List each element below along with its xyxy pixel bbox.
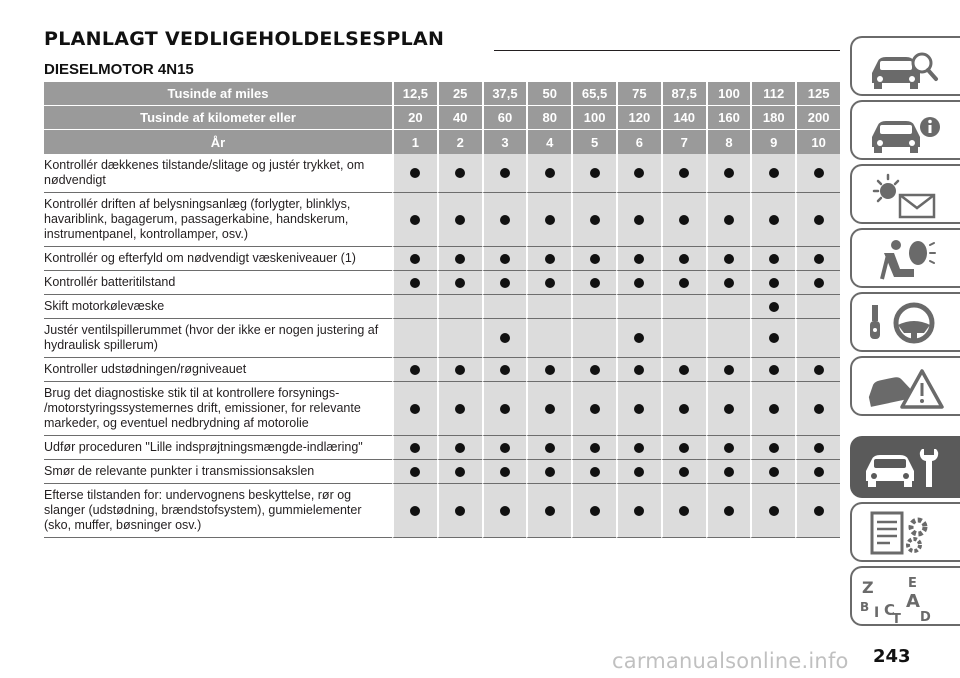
scheduled-dot-icon xyxy=(679,365,689,375)
scheduled-dot-icon xyxy=(545,168,555,178)
scheduled-dot-icon xyxy=(634,467,644,477)
interval-cell xyxy=(392,484,437,538)
scheduled-dot-icon xyxy=(500,443,510,453)
index-letter: T xyxy=(892,612,901,623)
interval-cell xyxy=(437,154,482,193)
scheduled-dot-icon xyxy=(769,365,779,375)
scheduled-dot-icon xyxy=(634,333,644,343)
scheduled-dot-icon xyxy=(590,254,600,264)
interval-cell xyxy=(616,358,661,382)
interval-cell xyxy=(661,319,706,358)
interval-cell xyxy=(392,358,437,382)
car-info-icon xyxy=(860,107,954,157)
scheduled-dot-icon xyxy=(590,278,600,288)
interval-cell xyxy=(392,382,437,436)
interval-cell xyxy=(616,271,661,295)
interval-cell xyxy=(571,436,616,460)
scheduled-dot-icon xyxy=(545,215,555,225)
scheduled-dot-icon xyxy=(634,506,644,516)
interval-cell xyxy=(616,484,661,538)
scheduled-dot-icon xyxy=(679,168,689,178)
table-row xyxy=(44,460,840,484)
interval-cell xyxy=(571,460,616,484)
interval-cell xyxy=(795,460,840,484)
interval-cell xyxy=(571,358,616,382)
interval-cell xyxy=(750,460,795,484)
tab-car-info[interactable] xyxy=(850,100,960,160)
interval-cell xyxy=(437,295,482,319)
interval-cell xyxy=(571,484,616,538)
interval-cell xyxy=(795,271,840,295)
scheduled-dot-icon xyxy=(545,254,555,264)
interval-cell xyxy=(482,247,527,271)
scheduled-dot-icon xyxy=(814,404,824,414)
scheduled-dot-icon xyxy=(634,254,644,264)
scheduled-dot-icon xyxy=(455,254,465,264)
interval-cell xyxy=(437,460,482,484)
table-row xyxy=(44,319,840,358)
interval-cell xyxy=(706,154,751,193)
maintenance-task-text: Kontrollér batteritilstand xyxy=(44,271,392,295)
header-interval-value: 75 xyxy=(616,82,661,106)
interval-cell xyxy=(750,436,795,460)
table-row xyxy=(44,154,840,193)
interval-cell xyxy=(616,193,661,247)
header-interval-value: 6 xyxy=(616,130,661,154)
interval-cell xyxy=(392,460,437,484)
scheduled-dot-icon xyxy=(500,254,510,264)
interval-cell xyxy=(661,193,706,247)
header-row-label: Tusinde af miles xyxy=(44,82,392,106)
interval-cell xyxy=(526,436,571,460)
interval-cell xyxy=(571,247,616,271)
header-row xyxy=(44,82,840,106)
scheduled-dot-icon xyxy=(679,467,689,477)
title-rule xyxy=(494,50,840,51)
tab-car-maintenance[interactable] xyxy=(850,436,960,498)
tab-alphabetical-index[interactable] xyxy=(850,566,960,626)
interval-cell xyxy=(571,382,616,436)
scheduled-dot-icon xyxy=(500,215,510,225)
alphabet-index-icon xyxy=(860,573,954,623)
scheduled-dot-icon xyxy=(769,443,779,453)
interval-cell xyxy=(661,247,706,271)
interval-cell xyxy=(750,358,795,382)
maintenance-schedule-table xyxy=(44,82,840,538)
tab-key-steering[interactable] xyxy=(850,292,960,352)
scheduled-dot-icon xyxy=(455,278,465,288)
scheduled-dot-icon xyxy=(410,443,420,453)
interval-cell xyxy=(661,484,706,538)
interval-cell xyxy=(750,247,795,271)
table-header xyxy=(44,82,840,154)
interval-cell xyxy=(661,460,706,484)
scheduled-dot-icon xyxy=(455,506,465,516)
interval-cell xyxy=(437,436,482,460)
interval-cell xyxy=(616,319,661,358)
scheduled-dot-icon xyxy=(724,365,734,375)
scheduled-dot-icon xyxy=(724,254,734,264)
scheduled-dot-icon xyxy=(769,254,779,264)
scheduled-dot-icon xyxy=(724,506,734,516)
index-letter: Z xyxy=(862,578,874,597)
header-interval-value: 160 xyxy=(706,106,751,130)
header-interval-value: 112 xyxy=(750,82,795,106)
header-interval-value: 50 xyxy=(526,82,571,106)
header-interval-value: 37,5 xyxy=(482,82,527,106)
interval-cell xyxy=(795,436,840,460)
interval-cell xyxy=(571,295,616,319)
interval-cell xyxy=(616,460,661,484)
header-row-label: År xyxy=(44,130,392,154)
scheduled-dot-icon xyxy=(814,254,824,264)
scheduled-dot-icon xyxy=(455,215,465,225)
key-steering-wheel-icon xyxy=(860,299,954,349)
scheduled-dot-icon xyxy=(590,404,600,414)
interval-cell xyxy=(616,382,661,436)
interval-cell xyxy=(706,382,751,436)
interval-cell xyxy=(750,295,795,319)
page-number: 243 xyxy=(873,646,911,667)
interval-cell xyxy=(706,460,751,484)
header-interval-value: 10 xyxy=(795,130,840,154)
scheduled-dot-icon xyxy=(500,506,510,516)
interval-cell xyxy=(482,382,527,436)
interval-cell xyxy=(392,436,437,460)
interval-cell xyxy=(437,271,482,295)
interval-cell xyxy=(526,382,571,436)
interval-cell xyxy=(526,247,571,271)
scheduled-dot-icon xyxy=(724,404,734,414)
interval-cell xyxy=(795,484,840,538)
header-interval-value: 8 xyxy=(706,130,751,154)
scheduled-dot-icon xyxy=(814,215,824,225)
interval-cell xyxy=(571,193,616,247)
scheduled-dot-icon xyxy=(679,278,689,288)
header-interval-value: 25 xyxy=(437,82,482,106)
scheduled-dot-icon xyxy=(500,278,510,288)
scheduled-dot-icon xyxy=(814,443,824,453)
header-interval-value: 5 xyxy=(571,130,616,154)
car-search-icon xyxy=(860,43,954,93)
scheduled-dot-icon xyxy=(679,215,689,225)
header-interval-value: 20 xyxy=(392,106,437,130)
maintenance-task-text: Smør de relevante punkter i transmissionsakslen xyxy=(44,460,392,484)
interval-cell xyxy=(750,484,795,538)
maintenance-task-text: Kontrollér driften af belysningsanlæg (forlygter, blinklys, havariblink, bagagerum, passagerkabine, handskerum, instrumentpanel, kontrollamper, osv.) xyxy=(44,193,392,247)
interval-cell xyxy=(661,271,706,295)
interval-cell xyxy=(706,436,751,460)
scheduled-dot-icon xyxy=(455,467,465,477)
scheduled-dot-icon xyxy=(455,168,465,178)
interval-cell xyxy=(392,295,437,319)
header-interval-value: 120 xyxy=(616,106,661,130)
scheduled-dot-icon xyxy=(455,365,465,375)
header-row xyxy=(44,130,840,154)
interval-cell xyxy=(392,271,437,295)
interval-cell xyxy=(392,247,437,271)
header-interval-value: 1 xyxy=(392,130,437,154)
interval-cell xyxy=(392,154,437,193)
header-interval-value: 87,5 xyxy=(661,82,706,106)
table-row xyxy=(44,193,840,247)
table-row xyxy=(44,484,840,538)
scheduled-dot-icon xyxy=(410,365,420,375)
interval-cell xyxy=(526,154,571,193)
interval-cell xyxy=(437,247,482,271)
scheduled-dot-icon xyxy=(724,467,734,477)
header-interval-value: 4 xyxy=(526,130,571,154)
interval-cell xyxy=(750,382,795,436)
index-letter: E xyxy=(908,576,917,591)
scheduled-dot-icon xyxy=(410,215,420,225)
scheduled-dot-icon xyxy=(545,443,555,453)
scheduled-dot-icon xyxy=(679,404,689,414)
maintenance-task-text: Kontrollér og efterfyld om nødvendigt væskeniveauer (1) xyxy=(44,247,392,271)
table-row xyxy=(44,247,840,271)
tab-car-warning[interactable] xyxy=(850,356,960,416)
table-row xyxy=(44,382,840,436)
scheduled-dot-icon xyxy=(634,215,644,225)
header-interval-value: 60 xyxy=(482,106,527,130)
interval-cell xyxy=(526,484,571,538)
scheduled-dot-icon xyxy=(679,443,689,453)
tab-seat-airbag[interactable] xyxy=(850,228,960,288)
scheduled-dot-icon xyxy=(410,278,420,288)
interval-cell xyxy=(795,193,840,247)
interval-cell xyxy=(526,193,571,247)
maintenance-task-text: Kontrollér dækkenes tilstande/slitage og justér trykket, om nødvendigt xyxy=(44,154,392,193)
scheduled-dot-icon xyxy=(814,365,824,375)
header-interval-value: 7 xyxy=(661,130,706,154)
index-letter: D xyxy=(920,610,931,623)
scheduled-dot-icon xyxy=(590,506,600,516)
header-interval-value: 125 xyxy=(795,82,840,106)
interval-cell xyxy=(750,193,795,247)
interval-cell xyxy=(706,484,751,538)
interval-cell xyxy=(750,271,795,295)
scheduled-dot-icon xyxy=(500,467,510,477)
interval-cell xyxy=(795,319,840,358)
interval-cell xyxy=(571,271,616,295)
interval-cell xyxy=(482,460,527,484)
scheduled-dot-icon xyxy=(410,254,420,264)
scheduled-dot-icon xyxy=(814,506,824,516)
scheduled-dot-icon xyxy=(590,443,600,453)
scheduled-dot-icon xyxy=(590,467,600,477)
interval-cell xyxy=(661,295,706,319)
table-row xyxy=(44,271,840,295)
scheduled-dot-icon xyxy=(814,168,824,178)
interval-cell xyxy=(706,247,751,271)
scheduled-dot-icon xyxy=(769,404,779,414)
interval-cell xyxy=(795,247,840,271)
table-body xyxy=(44,154,840,538)
interval-cell xyxy=(616,154,661,193)
scheduled-dot-icon xyxy=(814,278,824,288)
interval-cell xyxy=(437,382,482,436)
interval-cell xyxy=(526,319,571,358)
warning-light-message-icon xyxy=(860,171,954,221)
index-letter: A xyxy=(906,591,920,612)
interval-cell xyxy=(750,154,795,193)
scheduled-dot-icon xyxy=(769,333,779,343)
table-row xyxy=(44,436,840,460)
interval-cell xyxy=(750,319,795,358)
table-row xyxy=(44,295,840,319)
car-warning-triangle-icon xyxy=(860,363,954,413)
header-interval-value: 200 xyxy=(795,106,840,130)
scheduled-dot-icon xyxy=(634,443,644,453)
scheduled-dot-icon xyxy=(500,404,510,414)
header-interval-value: 40 xyxy=(437,106,482,130)
scheduled-dot-icon xyxy=(545,365,555,375)
scheduled-dot-icon xyxy=(410,506,420,516)
scheduled-dot-icon xyxy=(769,467,779,477)
interval-cell xyxy=(795,382,840,436)
scheduled-dot-icon xyxy=(634,365,644,375)
scheduled-dot-icon xyxy=(679,506,689,516)
scheduled-dot-icon xyxy=(634,168,644,178)
interval-cell xyxy=(482,154,527,193)
interval-cell xyxy=(795,295,840,319)
interval-cell xyxy=(482,358,527,382)
interval-cell xyxy=(437,319,482,358)
scheduled-dot-icon xyxy=(545,506,555,516)
interval-cell xyxy=(571,319,616,358)
table-row xyxy=(44,358,840,382)
header-interval-value: 65,5 xyxy=(571,82,616,106)
interval-cell xyxy=(706,319,751,358)
interval-cell xyxy=(482,484,527,538)
header-row-label: Tusinde af kilometer eller xyxy=(44,106,392,130)
interval-cell xyxy=(526,295,571,319)
header-interval-value: 2 xyxy=(437,130,482,154)
scheduled-dot-icon xyxy=(410,467,420,477)
maintenance-task-text: Efterse tilstanden for: undervognens beskyttelse, rør og slanger (udstødning, brændstofsystem), gummielementer (sko, muffer, bøsninger osv.) xyxy=(44,484,392,538)
tab-technical-data[interactable] xyxy=(850,502,960,562)
interval-cell xyxy=(392,193,437,247)
interval-cell xyxy=(706,271,751,295)
header-interval-value: 80 xyxy=(526,106,571,130)
maintenance-task-text: Kontroller udstødningen/røgniveauet xyxy=(44,358,392,382)
interval-cell xyxy=(616,247,661,271)
page-title: PLANLAGT VEDLIGEHOLDELSESPLAN xyxy=(44,28,445,50)
interval-cell xyxy=(661,358,706,382)
scheduled-dot-icon xyxy=(590,168,600,178)
scheduled-dot-icon xyxy=(500,365,510,375)
interval-cell xyxy=(392,319,437,358)
scheduled-dot-icon xyxy=(500,333,510,343)
scheduled-dot-icon xyxy=(769,302,779,312)
scheduled-dot-icon xyxy=(724,168,734,178)
interval-cell xyxy=(616,436,661,460)
section-subtitle: DIESELMOTOR 4N15 xyxy=(44,61,194,78)
scheduled-dot-icon xyxy=(545,467,555,477)
scheduled-dot-icon xyxy=(634,404,644,414)
scheduled-dot-icon xyxy=(590,365,600,375)
interval-cell xyxy=(482,193,527,247)
scheduled-dot-icon xyxy=(500,168,510,178)
interval-cell xyxy=(706,358,751,382)
header-interval-value: 180 xyxy=(750,106,795,130)
scheduled-dot-icon xyxy=(724,215,734,225)
maintenance-task-text: Skift motorkølevæske xyxy=(44,295,392,319)
interval-cell xyxy=(661,436,706,460)
maintenance-task-text: Brug det diagnostiske stik til at kontrollere forsynings- /motorstyringssystemernes drift, emissioner, for relevante markeder, og eventuel nedbrydning af motorolie xyxy=(44,382,392,436)
scheduled-dot-icon xyxy=(455,404,465,414)
scheduled-dot-icon xyxy=(769,215,779,225)
scheduled-dot-icon xyxy=(410,168,420,178)
header-interval-value: 140 xyxy=(661,106,706,130)
scheduled-dot-icon xyxy=(590,215,600,225)
interval-cell xyxy=(482,271,527,295)
scheduled-dot-icon xyxy=(724,443,734,453)
car-wrench-icon xyxy=(860,443,954,493)
scheduled-dot-icon xyxy=(634,278,644,288)
interval-cell xyxy=(616,295,661,319)
header-interval-value: 100 xyxy=(571,106,616,130)
interval-cell xyxy=(482,295,527,319)
maintenance-task-text: Justér ventilspillerummet (hvor der ikke er nogen justering af hydraulisk spillerum) xyxy=(44,319,392,358)
interval-cell xyxy=(571,154,616,193)
seat-airbag-icon xyxy=(860,235,954,285)
scheduled-dot-icon xyxy=(814,467,824,477)
header-row xyxy=(44,106,840,130)
header-interval-value: 100 xyxy=(706,82,751,106)
interval-cell xyxy=(482,436,527,460)
interval-cell xyxy=(706,295,751,319)
tab-car-search[interactable] xyxy=(850,36,960,96)
header-interval-value: 3 xyxy=(482,130,527,154)
interval-cell xyxy=(437,358,482,382)
interval-cell xyxy=(795,154,840,193)
interval-cell xyxy=(706,193,751,247)
interval-cell xyxy=(795,358,840,382)
interval-cell xyxy=(526,271,571,295)
watermark: carmanualsonline.info xyxy=(612,649,849,673)
header-interval-value: 9 xyxy=(750,130,795,154)
document-gear-icon xyxy=(860,509,954,559)
interval-cell xyxy=(661,382,706,436)
scheduled-dot-icon xyxy=(769,168,779,178)
interval-cell xyxy=(437,484,482,538)
scheduled-dot-icon xyxy=(545,278,555,288)
index-letter: C xyxy=(884,601,896,619)
header-interval-value: 12,5 xyxy=(392,82,437,106)
scheduled-dot-icon xyxy=(769,506,779,516)
scheduled-dot-icon xyxy=(679,254,689,264)
interval-cell xyxy=(661,154,706,193)
interval-cell xyxy=(437,193,482,247)
index-letter: I xyxy=(874,605,880,621)
scheduled-dot-icon xyxy=(769,278,779,288)
interval-cell xyxy=(526,358,571,382)
scheduled-dot-icon xyxy=(410,404,420,414)
maintenance-task-text: Udfør proceduren "Lille indsprøjtningsmængde-indlæring" xyxy=(44,436,392,460)
interval-cell xyxy=(526,460,571,484)
tab-warning-lights[interactable] xyxy=(850,164,960,224)
scheduled-dot-icon xyxy=(724,278,734,288)
scheduled-dot-icon xyxy=(545,404,555,414)
interval-cell xyxy=(482,319,527,358)
scheduled-dot-icon xyxy=(455,443,465,453)
index-letter: B xyxy=(860,600,870,614)
